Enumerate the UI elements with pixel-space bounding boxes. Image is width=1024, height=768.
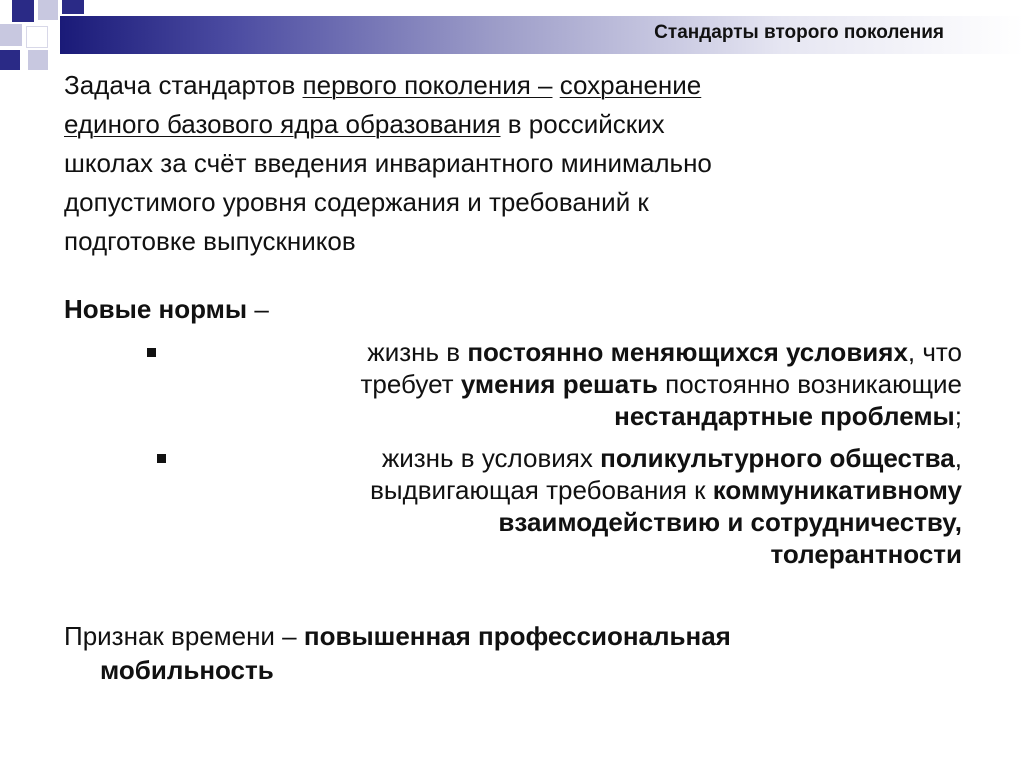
intro-underline-core: единого базового ядра образования [64,109,501,139]
decor-square-5 [26,26,48,48]
bullet-1-line-1: жизнь в постоянно меняющихся условиях, что [367,337,962,367]
decor-square-7 [0,50,20,70]
decor-square-1 [12,0,34,22]
bullet-1-line-3: нестандартные проблемы; [614,401,962,431]
intro-underline-preservation: сохранение [559,70,702,100]
bullet-1-line-2: требует умения решать постоянно возникающие [360,369,962,399]
bullet-2-line-3: взаимодействию и сотрудничеству, [498,507,962,537]
intro-text: Задача стандартов [64,70,303,100]
bullet-2-line-1: жизнь в условиях поликультурного общества, [381,443,962,473]
bullet-square-icon [147,348,156,357]
new-norms-label: Новые нормы [64,294,248,324]
new-norms-heading: Новые нормы – [64,294,269,324]
intro-underline-first-gen: первого поколения – [302,70,553,100]
decor-square-4 [0,24,22,46]
intro-line-1 [64,66,701,105]
bullet-2-line-4: толерантности [770,539,962,569]
sign-line-1: Признак времени – повышенная профессиональная [64,621,731,651]
intro-line-4: допустимого уровня содержания и требований к [64,187,649,217]
slide-title: Стандарты второго поколения [654,22,944,43]
sign-line-2: мобильность [100,655,274,685]
bullet-square-icon [157,454,166,463]
decor-square-2 [38,0,58,20]
intro-line-3: школах за счёт введения инвариантного минимально [64,148,712,178]
decor-square-3 [62,0,84,14]
intro-line-5: подготовке выпускников [64,226,356,256]
bullet-2-line-2: выдвигающая требования к коммуникативному [370,475,962,505]
intro-line-2: единого базового ядра образования в российских [64,109,665,139]
decor-square-6 [28,50,48,70]
